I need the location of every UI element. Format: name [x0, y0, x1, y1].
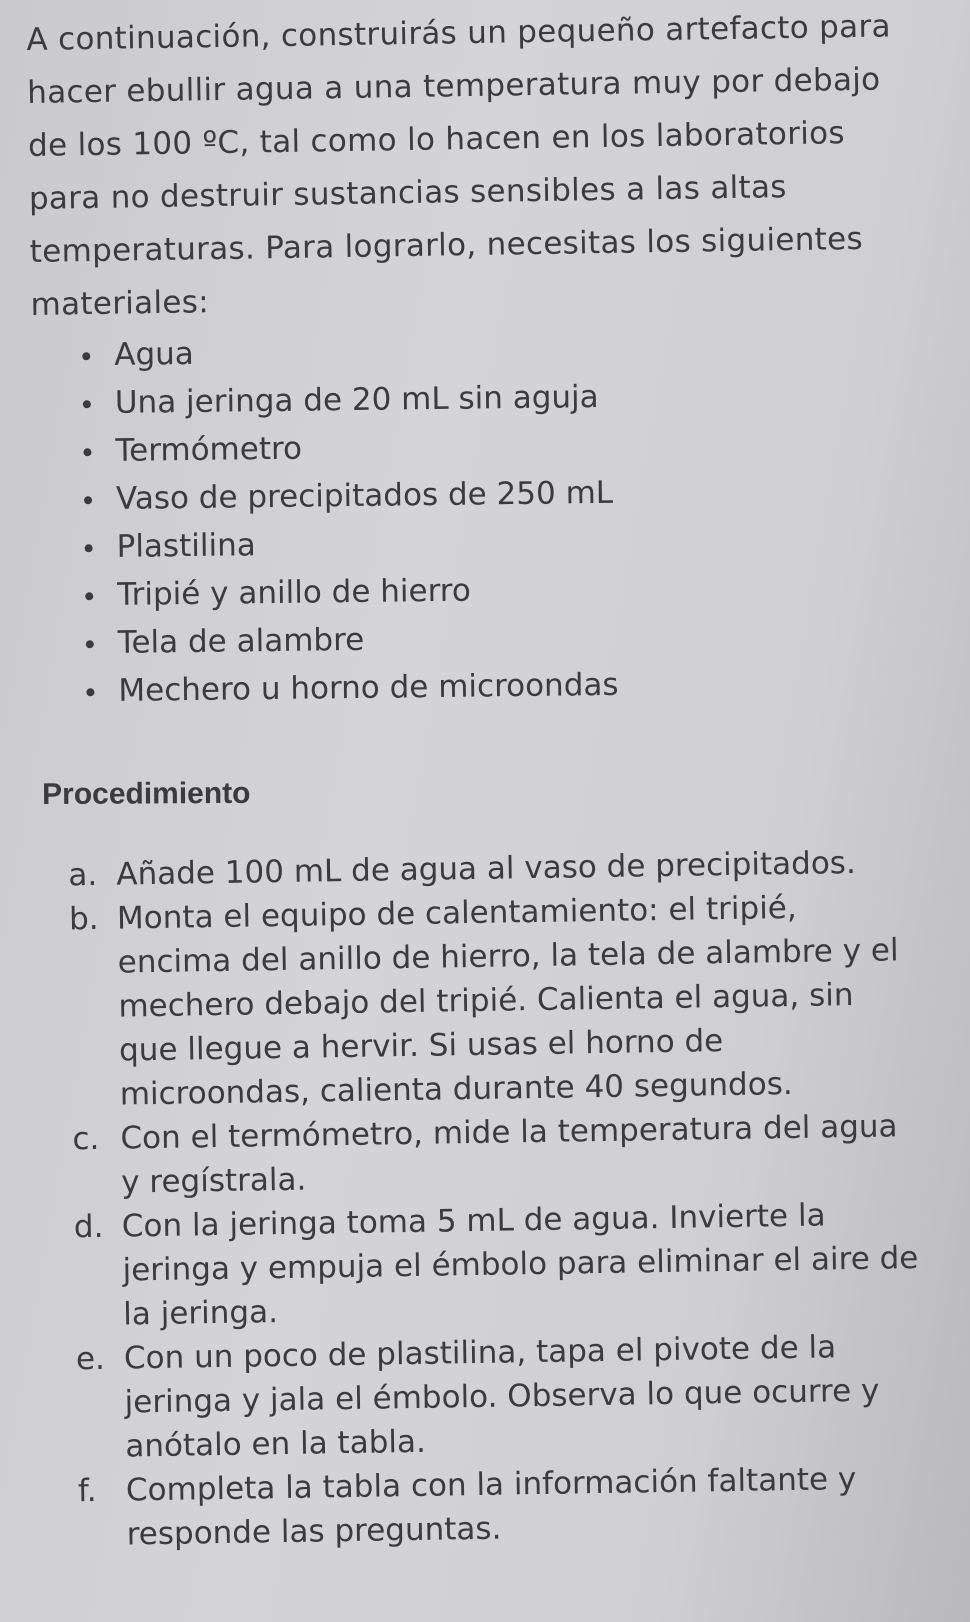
material-label: Tela de alambre: [117, 621, 365, 661]
material-label: Una jeringa de 20 mL sin aguja: [114, 379, 599, 421]
procedure-step: [74, 1324, 926, 1469]
step-text: Añade 100 mL de agua al vaso de precipitados.: [116, 844, 857, 893]
materials-list: [26, 321, 935, 716]
bullet-icon: [83, 400, 91, 408]
step-letter: f.: [77, 1472, 97, 1510]
material-label: Mechero u horno de microondas: [118, 666, 619, 709]
procedure-step: [72, 1192, 924, 1337]
procedure-step: [70, 1104, 921, 1205]
step-text: Con la jeringa toma 5 mL de agua. Invierte la jeringa y empuja el émbolo para eliminar el aire de la jeringa.: [121, 1197, 919, 1333]
bullet-icon: [84, 496, 92, 504]
procedure-steps: [26, 840, 941, 1558]
material-label: Agua: [114, 335, 195, 373]
procedure-step: [76, 1456, 927, 1557]
bullet-icon: [83, 448, 91, 456]
step-letter: a.: [68, 856, 98, 894]
step-text: Monta el equipo de calentamiento: el tripié, encima del anillo de hierro, la tela de alambre y el mechero debajo del tripié. Calienta el agua, sin que llegue a hervir. Si usas el horno de microondas, calienta durante 40 segundos.: [116, 889, 899, 1113]
material-item: [86, 657, 935, 715]
intro-paragraph: A continuación, construirás un pequeño artefacto para hacer ebullir agua a una temperatura muy por debajo de los 100 ºC, tal como lo hacen en los laboratorios para no destruir sustancias sensibles a las altas temperaturas. Para lograrlo, necesitas los siguientes materiales:: [26, 8, 892, 323]
bullet-icon: [85, 592, 93, 600]
step-letter: d.: [73, 1208, 104, 1246]
step-letter: c.: [72, 1120, 100, 1158]
material-label: Vaso de precipitados de 250 mL: [115, 474, 614, 517]
bullet-icon: [85, 544, 93, 552]
step-letter: e.: [75, 1340, 106, 1378]
step-letter: b.: [68, 900, 99, 938]
bullet-icon: [86, 640, 94, 648]
step-text: Completa la tabla con la información faltante y responde las preguntas.: [125, 1461, 857, 1553]
bullet-icon: [82, 352, 90, 360]
procedure-step: [67, 884, 920, 1117]
step-text: Con el termómetro, mide la temperatura del agua y regístrala.: [120, 1108, 898, 1201]
material-label: Termómetro: [115, 430, 303, 469]
step-text: Con un poco de plastilina, tapa el pivote de la jeringa y jala el émbolo. Observa lo que ocurre y anótalo en la tabla.: [123, 1329, 880, 1465]
material-label: Plastilina: [116, 527, 256, 565]
bullet-icon: [86, 688, 94, 696]
material-label: Tripié y anillo de hierro: [116, 572, 472, 613]
procedure-heading: Procedimiento: [42, 776, 251, 811]
